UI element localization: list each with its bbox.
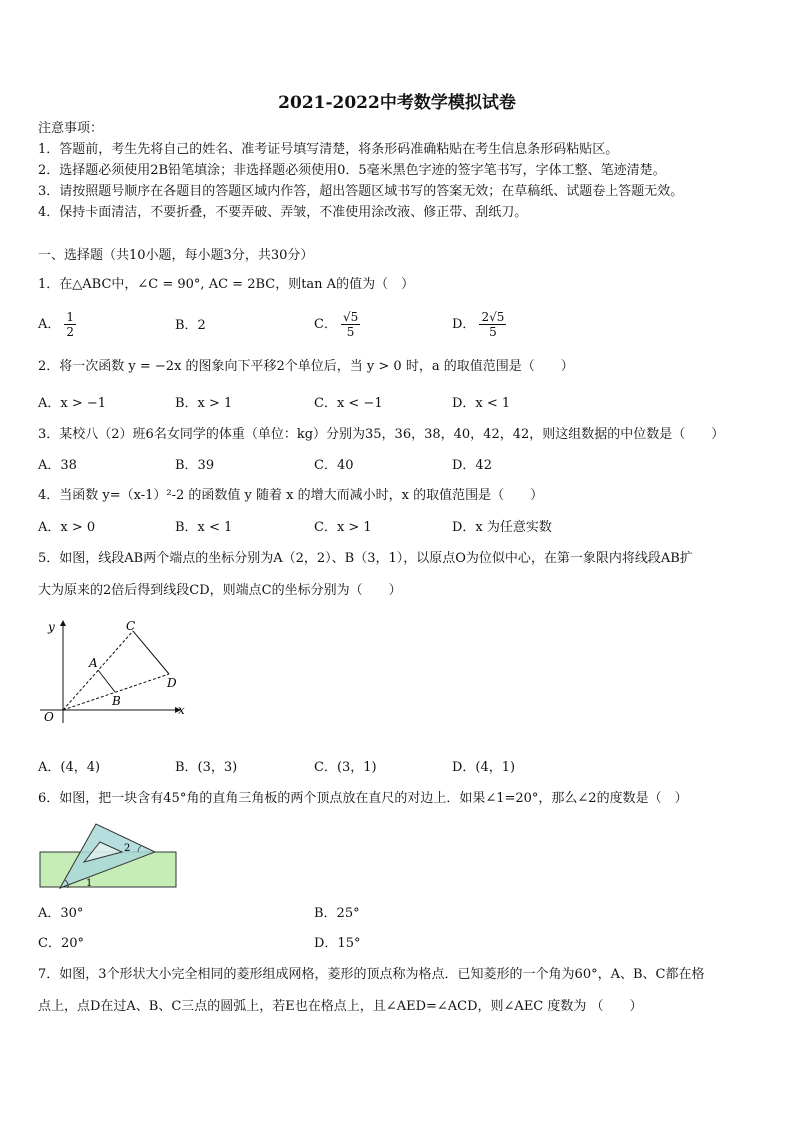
fig-label-y: y: [48, 620, 55, 634]
q6-option-d[interactable]: D．15°: [314, 936, 361, 951]
q2-option-c[interactable]: C．x < −1: [314, 396, 383, 411]
fig-label-c: C: [126, 619, 136, 633]
q1-option-d-fraction: $\frac{2√5}{5}$: [481, 310, 505, 339]
q1-option-d-label: D．: [452, 317, 476, 332]
q4-option-a[interactable]: A．x > 0: [38, 520, 96, 535]
notice-item-3: 3．请按照题号顺序在各题目的答题区域内作答，超出答题区域书写的答案无效；在草稿纸、试题卷上答题无效。: [38, 184, 684, 199]
q1-option-c-label: C．: [314, 317, 337, 332]
question-6-stem: 6．如图，把一块含有45°角的直角三角板的两个顶点放在直尺的对边上．如果∠1=20°，那么∠2的度数是（ ）: [38, 791, 688, 806]
q1-option-b[interactable]: B．2: [175, 318, 206, 333]
question-3-stem: 3．某校八（2）班6名女同学的体重（单位：kg）分别为35，36，38，40，42，42，则这组数据的中位数是（ ）: [38, 427, 725, 442]
fig-label-x: x: [178, 703, 185, 717]
q1-option-a-label: A．: [38, 317, 61, 332]
notice-item-4: 4．保持卡面清洁，不要折叠，不要弄破、弄皱，不准使用涂改液、修正带、刮纸刀。: [38, 205, 528, 220]
exam-title: 2021-2022中考数学模拟试卷: [278, 93, 516, 113]
question-2-stem: 2．将一次函数 y = −2x 的图象向下平移2个单位后，当 y > 0 时，a 的取值范围是（ ）: [38, 359, 574, 374]
q6-option-a[interactable]: A．30°: [38, 906, 84, 921]
q6-option-c[interactable]: C．20°: [38, 936, 84, 951]
q4-option-c[interactable]: C．x > 1: [314, 520, 372, 535]
question-7-stem-line-2: 点上，点D在过A、B、C三点的圆弧上，若E也在格点上，且∠AED=∠ACD，则∠AEC 度数为 （ ）: [38, 999, 643, 1014]
q5-option-c[interactable]: C．(3，1): [314, 760, 377, 775]
q2-option-d[interactable]: D．x < 1: [452, 396, 511, 411]
segment-cd: [133, 631, 169, 674]
q5-option-a[interactable]: A．(4，4): [38, 760, 101, 775]
section-heading: 一、选择题（共10小题，每小题3分，共30分）: [38, 248, 314, 263]
angle-1-label: 1: [86, 878, 93, 889]
q1-option-a[interactable]: [38, 310, 76, 339]
fig-label-d: D: [167, 676, 177, 690]
q3-option-c[interactable]: C．40: [314, 458, 354, 473]
q1-option-a-fraction: $\frac{1}{2}$: [66, 310, 75, 339]
notice-item-1: 1．答题前，考生先将自己的姓名、准考证号填写清楚，将条形码准确粘贴在考生信息条形码粘贴区。: [38, 142, 619, 157]
q2-option-a[interactable]: A．x > −1: [38, 396, 107, 411]
q4-option-d[interactable]: D．x 为任意实数: [452, 520, 552, 535]
q6-ruler-triangle-figure: [38, 822, 183, 890]
question-1-stem: 1．在△ABC中，∠C = 90°, AC = 2BC，则tan A的值为（ ）: [38, 277, 415, 292]
segment-ab: [98, 670, 115, 692]
q3-option-d[interactable]: D．42: [452, 458, 492, 473]
q1-option-c[interactable]: [314, 310, 360, 339]
fig-label-o: O: [44, 710, 54, 724]
question-7-stem-line-1: 7．如图，3个形状大小完全相同的菱形组成网格，菱形的顶点称为格点．已知菱形的一个角为60°，A、B、C都在格: [38, 967, 705, 982]
q5-coordinate-figure: [30, 615, 200, 730]
angle-2-label: 2: [124, 843, 131, 854]
q1-option-d[interactable]: [452, 310, 506, 339]
q3-option-a[interactable]: A．38: [38, 458, 77, 473]
question-4-stem: 4．当函数 y=（x-1）²-2 的函数值 y 随着 x 的增大而减小时，x 的取值范围是（ ）: [38, 488, 544, 503]
q1-option-c-fraction: $\frac{√5}{5}$: [342, 310, 359, 339]
q3-option-b[interactable]: B．39: [175, 458, 215, 473]
notice-heading: 注意事项：: [38, 121, 104, 136]
question-5-stem-line-1: 5．如图，线段AB两个端点的坐标分别为A（2，2）、B（3，1），以原点O为位似中心，在第一象限内将线段AB扩: [38, 551, 693, 566]
fig-label-b: B: [112, 694, 121, 708]
question-5-stem-line-2: 大为原来的2倍后得到线段CD，则端点C的坐标分别为（ ）: [38, 583, 402, 598]
fig-label-a: A: [89, 656, 98, 670]
q6-option-b[interactable]: B．25°: [314, 906, 360, 921]
notice-item-2: 2．选择题必须使用2B铅笔填涂；非选择题必须使用0．5毫米黑色字迹的签字笔书写，字体工整、笔迹清楚。: [38, 163, 666, 178]
q4-option-b[interactable]: B．x < 1: [175, 520, 233, 535]
q5-option-d[interactable]: D．(4，1): [452, 760, 516, 775]
q5-option-b[interactable]: B．(3，3): [175, 760, 238, 775]
q2-option-b[interactable]: B．x > 1: [175, 396, 233, 411]
